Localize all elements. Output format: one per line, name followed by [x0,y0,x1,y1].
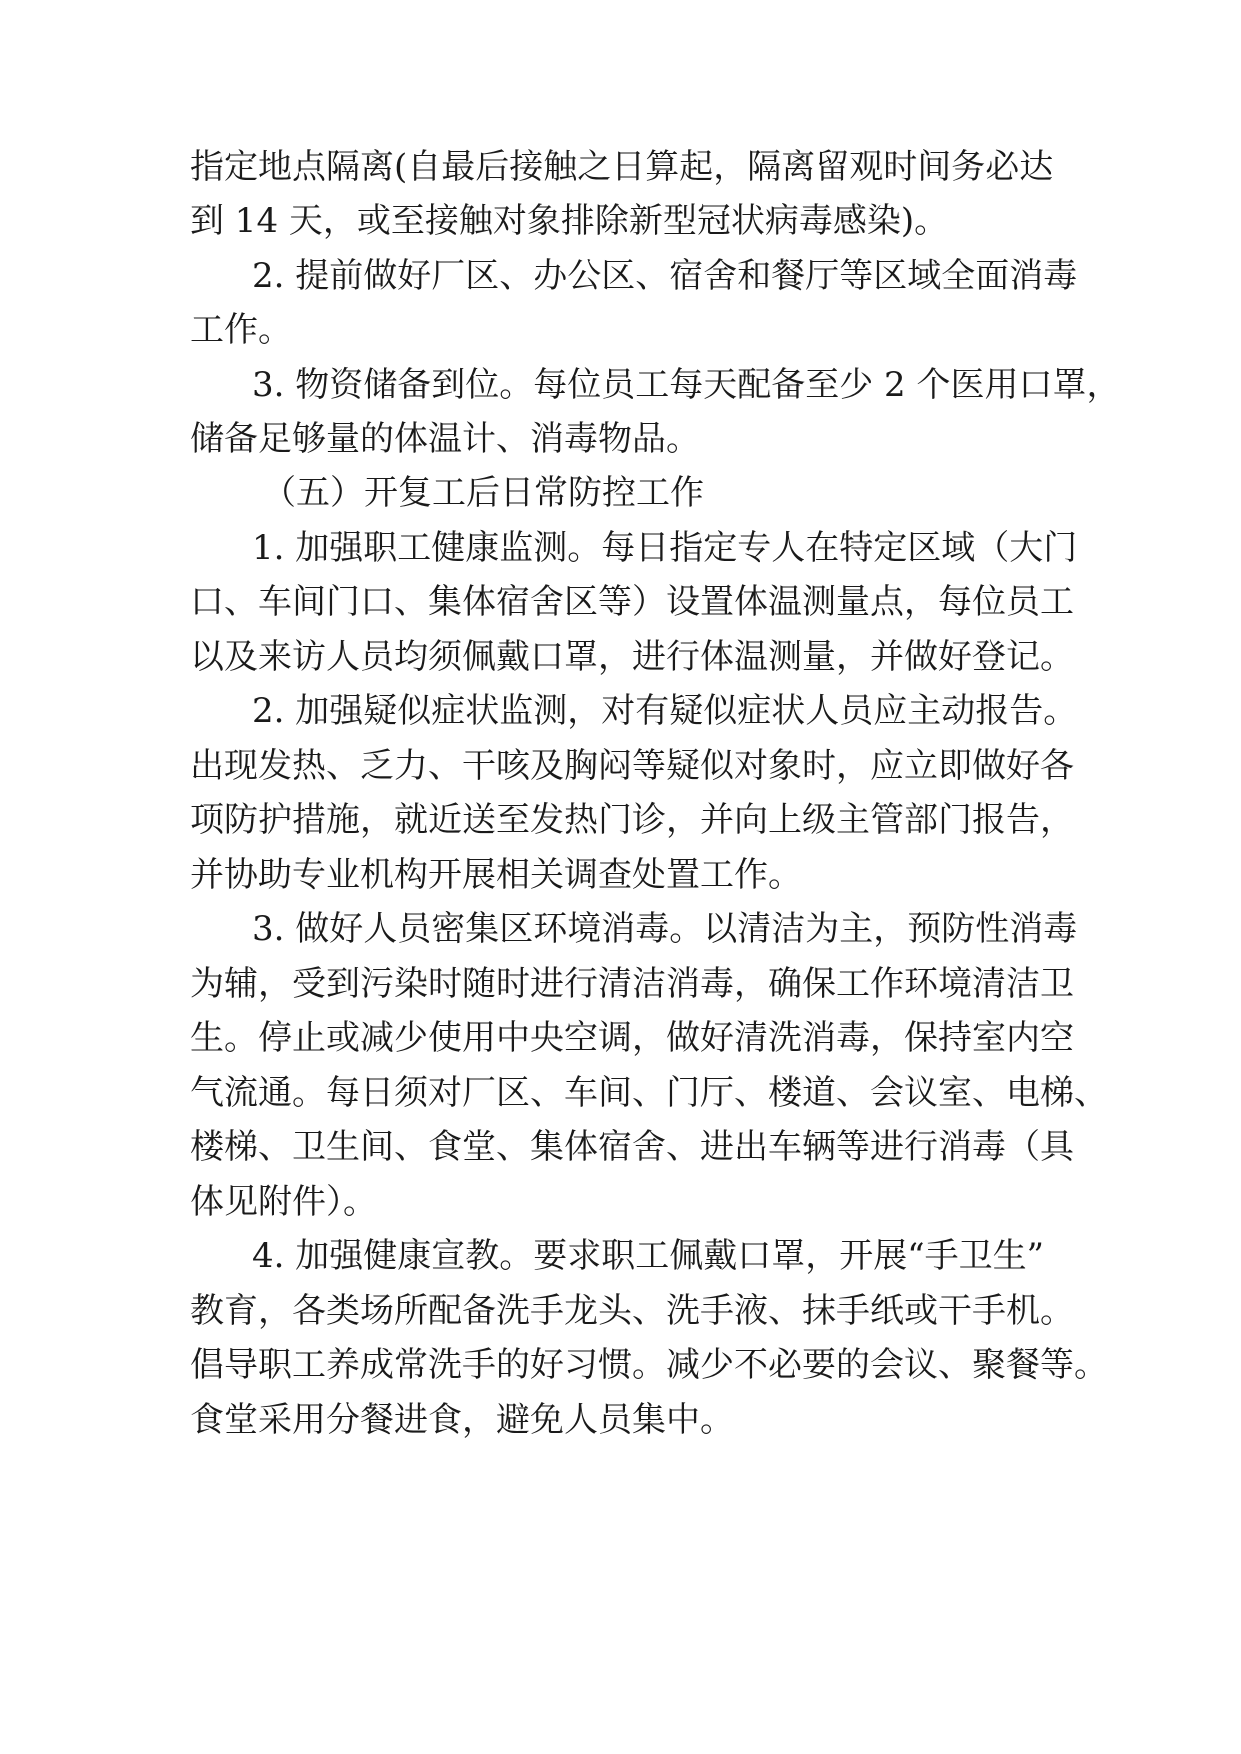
text-line: 气流通。每日须对厂区、车间、门厅、楼道、会议室、电梯、 [190,1073,1108,1113]
text-line: 并协助专业机构开展相关调查处置工作。 [190,855,802,895]
text-line: 教育，各类场所配备洗手龙头、洗手液、抹手纸或干手机。 [190,1291,1074,1331]
text-line: 楼梯、卫生间、食堂、集体宿舍、进出车辆等进行消毒（具 [190,1127,1074,1167]
text-line: 口、车间门口、集体宿舍区等）设置体温测量点，每位员工 [190,582,1074,622]
text-line: 倡导职工养成常洗手的好习惯。减少不必要的会议、聚餐等。 [190,1345,1108,1385]
text-line: 指定地点隔离(自最后接触之日算起，隔离留观时间务必达 [190,147,1054,187]
text-line: 4. 加强健康宣教。要求职工佩戴口罩，开展“手卫生” [252,1236,1045,1276]
text-line: 以及来访人员均须佩戴口罩，进行体温测量，并做好登记。 [190,637,1074,677]
text-line: 出现发热、乏力、干咳及胸闷等疑似对象时，应立即做好各 [190,746,1074,786]
text-line: 项防护措施，就近送至发热门诊，并向上级主管部门报告， [190,800,1074,840]
text-line: 为辅，受到污染时随时进行清洁消毒，确保工作环境清洁卫 [190,964,1074,1004]
text-line: 食堂采用分餐进食，避免人员集中。 [190,1400,734,1440]
text-line: 2. 加强疑似症状监测，对有疑似症状人员应主动报告。 [252,691,1078,731]
text-line: 3. 物资储备到位。每位员工每天配备至少 2 个医用口罩， [252,365,1121,405]
text-line: 2. 提前做好厂区、办公区、宿舍和餐厅等区域全面消毒 [252,256,1078,296]
text-line: 储备足够量的体温计、消毒物品。 [190,419,700,459]
text-line: 体见附件）。 [190,1182,377,1222]
text-line: 到 14 天，或至接触对象排除新型冠状病毒感染)。 [190,201,949,241]
section-heading: （五）开复工后日常防控工作 [262,473,704,513]
text-line: 3. 做好人员密集区环境消毒。以清洁为主，预防性消毒 [252,909,1078,949]
text-line: 1. 加强职工健康监测。每日指定专人在特定区域（大门 [252,528,1078,568]
text-line: 生。停止或减少使用中央空调，做好清洗消毒，保持室内空 [190,1018,1074,1058]
text-line: 工作。 [190,310,292,350]
